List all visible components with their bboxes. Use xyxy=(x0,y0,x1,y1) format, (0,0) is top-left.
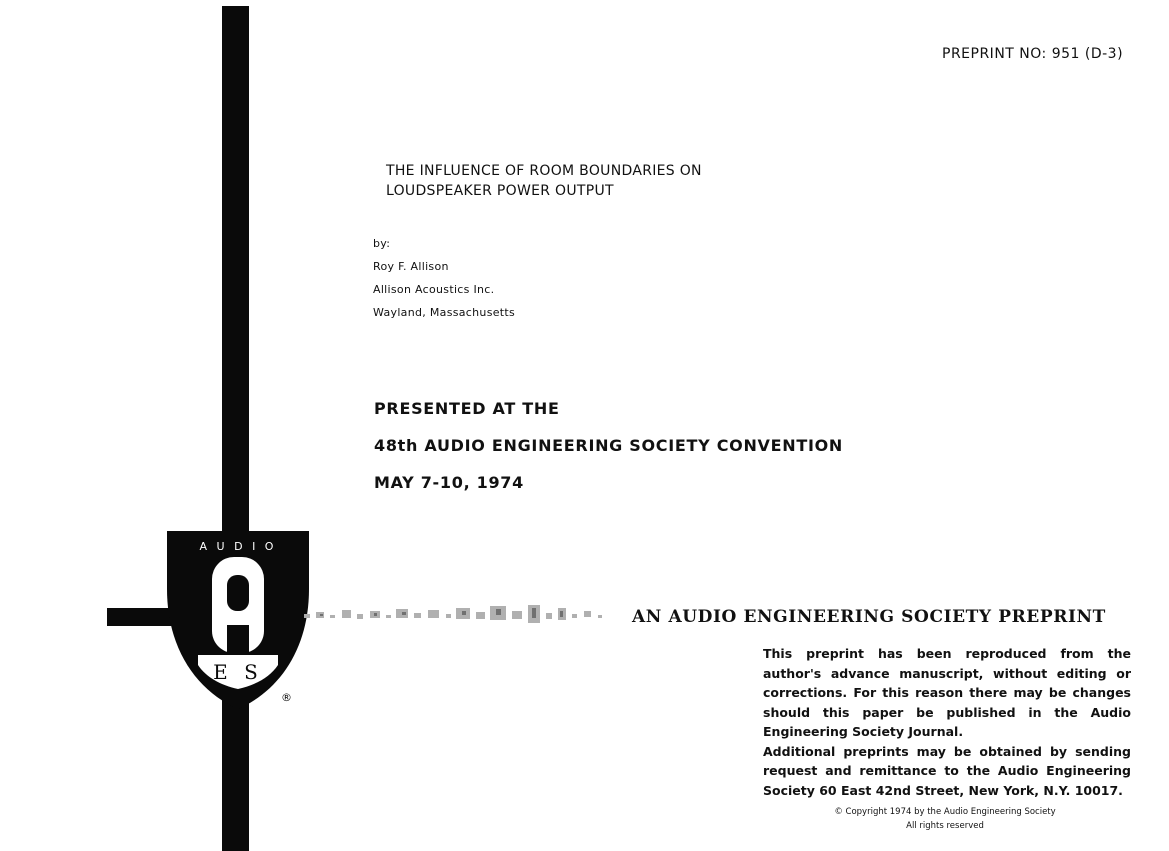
vertical-bar xyxy=(222,6,249,851)
logo-a-counter-top xyxy=(227,575,249,611)
reproduction-notice xyxy=(763,644,1131,800)
author-location: Wayland, Massachusetts xyxy=(373,306,516,319)
author-name: Roy F. Allison xyxy=(373,260,449,273)
presented-line-2: 48th AUDIO ENGINEERING SOCIETY CONVENTION xyxy=(374,436,844,455)
logo-bottom-text: E S xyxy=(213,660,263,684)
copyright-notice xyxy=(815,805,1075,833)
registered-mark: ® xyxy=(281,691,292,704)
preprint-number: PREPRINT NO: 951 (D-3) xyxy=(942,46,1124,62)
society-preprint-heading: AN AUDIO ENGINEERING SOCIETY PREPRINT xyxy=(632,607,1106,627)
paper-title-line-2: LOUDSPEAKER POWER OUTPUT xyxy=(386,183,614,199)
scan-speckle xyxy=(300,596,620,636)
presented-block xyxy=(374,398,843,509)
presented-line-1: PRESENTED AT THE xyxy=(374,399,560,418)
notice-paragraph-2: Additional preprints may be obtained by sending request and remittance to the Audio Engineering Society 60 East 42nd Street, New York, N.Y. 10017. xyxy=(763,743,1131,798)
copyright-line-2: All rights reserved xyxy=(906,821,984,831)
logo-top-text: A U D I O xyxy=(199,540,277,553)
paper-title-line-1: THE INFLUENCE OF ROOM BOUNDARIES ON xyxy=(386,163,702,179)
logo-a-counter-bottom xyxy=(227,625,249,653)
byline xyxy=(373,236,515,328)
aes-logo xyxy=(163,531,313,716)
presented-line-3: MAY 7-10, 1974 xyxy=(374,473,524,492)
copyright-line-1: © Copyright 1974 by the Audio Engineering Society xyxy=(834,807,1056,817)
paper-title xyxy=(386,161,702,201)
byline-by: by: xyxy=(373,237,391,250)
notice-paragraph-1: This preprint has been reproduced from the author's advance manuscript, without editing or corrections. For this reason there may be changes should this paper be published in the Audio Engineering Society Journal. xyxy=(763,646,1131,739)
author-affiliation: Allison Acoustics Inc. xyxy=(373,283,495,296)
